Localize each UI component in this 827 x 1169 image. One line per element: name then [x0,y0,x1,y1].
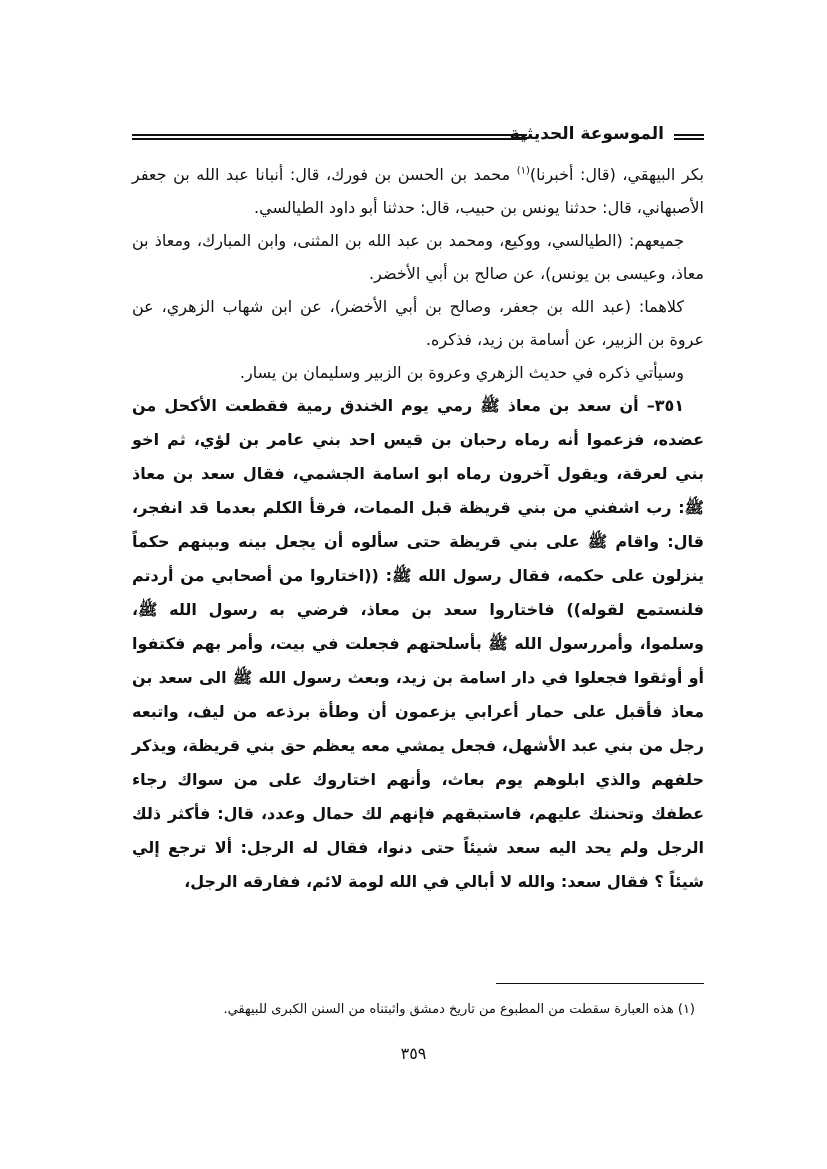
hadith-351-text: ٣٥١– أن سعد بن معاذ ﷺ رمي يوم الخندق رمية فقطعت الأكحل من عضده، فزعموا أنه رماه رحبان بن قيس احد بني عامر بن لؤي، ثم اخو بني لعرقة، ويقول آخرون رماه ابو اسامة الجشمي، فقال سعد بن معاذ ﷺ: رب اشفني من بني قريظة قبل الممات، فرقأ الكلم بعدما قد انفجر، قال: واقام ﷺ على بني قريظة حتى سألوه أن يجعل بينه وبينهم حكماً ينزلون على حكمه، فقال رسول الله ﷺ: ((اختاروا من أصحابي من أردتم فلنستمع لقوله)) فاختاروا سعد بن معاذ، فرضي به رسول الله ﷺ، وسلموا، وأمررسول الله ﷺ بأسلحتهم فجعلت في بيت، وأمر بهم فكتفوا أو أوثقوا فجعلوا في دار اسامة بن زيد، وبعث رسول الله ﷺ الى سعد بن معاذ فأقبل على حمار أعرابي يزعمون أن وطأة برذعه من ليف، واتبعه رجل من بني عبد الأشهل، فجعل يمشي معه يعظم حق بني قريظة، ويذكر حلفهم والذي ابلوهم يوم بعاث، وأنهم اختاروك على من سواك رجاء عطفك وتحننك عليهم، فاستبقهم فإنهم لك حمال وعدد، قال: فأكثر ذلك الرجل ولم يحد اليه سعد شيئاً حتى دنوا، فقال له الرجل: ألا ترجع إلي شيئاً ؟ فقال سعد: والله لا أبالي في الله لومة لائم، ففارقه الرجل، [132,396,704,891]
running-header [132,122,704,152]
paragraph-isnad-2: جميعهم: (الطيالسي، ووكيع، ومحمد بن عبد الله بن المثنى، وابن المبارك، ومعاذ بن معاذ، وعيسى بن يونس)، عن صالح بن أبي الأخضر. [132,231,704,283]
paragraph-isnad-3: كلاهما: (عبد الله بن جعفر، وصالح بن أبي الأخضر)، عن ابن شهاب الزهري، عن عروة بن الزبير، عن أسامة بن زيد، فذكره. [132,297,704,349]
page-number: ٣٥٩ [400,1044,427,1063]
header-rule-left [132,134,527,140]
footnote-marker: (١) [516,165,530,177]
body-text [132,158,704,899]
header-rule-right [674,134,704,140]
footnote-separator [496,983,704,984]
paragraph-1-start: بكر البيهقي، (قال: أخبرنا) [529,165,705,184]
paragraph-1-rest: محمد بن الحسن بن فورك، قال: أنبانا عبد الله بن جعفر الأصبهاني، قال: حدثنا يونس بن حبيب، قال: حدثنا أبو داود الطيالسي. [132,165,704,217]
paragraph-isnad-1 [132,158,704,224]
footnote: (١) هذه العبارة سقطت من المطبوع من تاريخ دمشق واثبتناه من السنن الكبرى للبيهقي. [223,1002,695,1017]
header-title: الموسوعة الحديثية [509,124,664,144]
paragraph-isnad-4: وسيأتي ذكره في حديث الزهري وعروة بن الزبير وسليمان بن يسار. [239,363,684,382]
